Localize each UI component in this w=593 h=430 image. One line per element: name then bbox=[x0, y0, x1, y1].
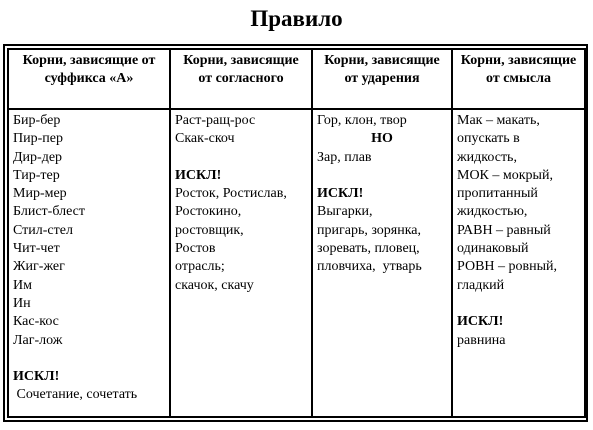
root-pair: Пир-пер bbox=[13, 131, 63, 147]
exception-item: ростовщик, bbox=[175, 222, 244, 238]
column-header-meaning: Корни, зависящие от смысла bbox=[452, 49, 585, 109]
exception-item: зоревать, пловец, bbox=[317, 241, 420, 257]
root-definition: одинаковый bbox=[457, 241, 529, 257]
spacer bbox=[317, 167, 447, 185]
exception-item: Росток, Ростислав, bbox=[175, 186, 287, 202]
exception-item: Сочетание, сочетать bbox=[13, 387, 138, 403]
exception-item: Выгарки, bbox=[317, 204, 373, 220]
root-pair: Дир-дер bbox=[13, 149, 63, 165]
rules-table bbox=[7, 48, 586, 418]
root-pair: Блист-блест bbox=[13, 204, 85, 220]
root-definition: РАВН – равный bbox=[457, 222, 551, 238]
exception-item: скачок, скачу bbox=[175, 277, 254, 293]
spacer bbox=[175, 149, 307, 167]
page-title: Правило bbox=[250, 6, 343, 31]
root-pair: Им bbox=[13, 277, 32, 293]
exception-item: пригарь, зорянка, bbox=[317, 222, 422, 238]
header-row bbox=[8, 49, 585, 109]
root-definition: гладкий bbox=[457, 277, 505, 293]
exception-item: Ростокино, bbox=[175, 204, 242, 220]
root-definition: Мак – макать, bbox=[457, 113, 540, 128]
root-definition: РОВН – ровный, bbox=[457, 259, 558, 275]
root-pair: Зар, плав bbox=[317, 149, 372, 165]
root-pair: Раст-ращ-рос bbox=[175, 113, 256, 128]
column-meaning-cell bbox=[452, 109, 585, 417]
exception-item: равнина bbox=[457, 332, 506, 348]
spacer bbox=[13, 350, 165, 368]
exception-label: ИСКЛ! bbox=[457, 314, 504, 330]
root-definition: МОК – мокрый, bbox=[457, 167, 553, 183]
exception-label: ИСКЛ! bbox=[13, 369, 60, 385]
root-pair: Мир-мер bbox=[13, 186, 67, 202]
content-row bbox=[8, 109, 585, 417]
root-pair: Бир-бер bbox=[13, 113, 61, 128]
column-suffix-cell bbox=[8, 109, 170, 417]
rules-table-frame bbox=[3, 44, 588, 422]
column-header-consonant: Корни, зависящие от согласного bbox=[170, 49, 312, 109]
exception-item: отрасль; bbox=[175, 259, 225, 275]
spacer bbox=[457, 295, 580, 313]
root-pair: Чит-чет bbox=[13, 241, 60, 257]
root-pair: Жиг-жег bbox=[13, 259, 65, 275]
but-label: НО bbox=[371, 131, 393, 147]
root-pair: Стил-стел bbox=[13, 222, 73, 238]
root-definition: жидкость, bbox=[457, 149, 517, 165]
exception-item: Ростов bbox=[175, 241, 216, 257]
root-pair: Гор, клон, твор bbox=[317, 113, 407, 128]
root-pair: Кас-кос bbox=[13, 314, 59, 330]
column-header-stress: Корни, зависящие от ударения bbox=[312, 49, 452, 109]
root-pair: Ин bbox=[13, 295, 31, 311]
column-consonant-cell bbox=[170, 109, 312, 417]
column-stress-cell bbox=[312, 109, 452, 417]
root-pair: Тир-тер bbox=[13, 167, 60, 183]
root-pair: Скак-скоч bbox=[175, 131, 235, 147]
root-definition: опускать в bbox=[457, 131, 520, 147]
root-definition: жидкостью, bbox=[457, 204, 528, 220]
exception-item: пловчиха, утварь bbox=[317, 259, 422, 275]
exception-label: ИСКЛ! bbox=[317, 186, 364, 202]
exception-label: ИСКЛ! bbox=[175, 167, 222, 183]
root-definition: пропитанный bbox=[457, 186, 538, 202]
root-pair: Лаг-лож bbox=[13, 332, 63, 348]
column-header-suffix: Корни, зависящие от суффикса «А» bbox=[8, 49, 170, 109]
